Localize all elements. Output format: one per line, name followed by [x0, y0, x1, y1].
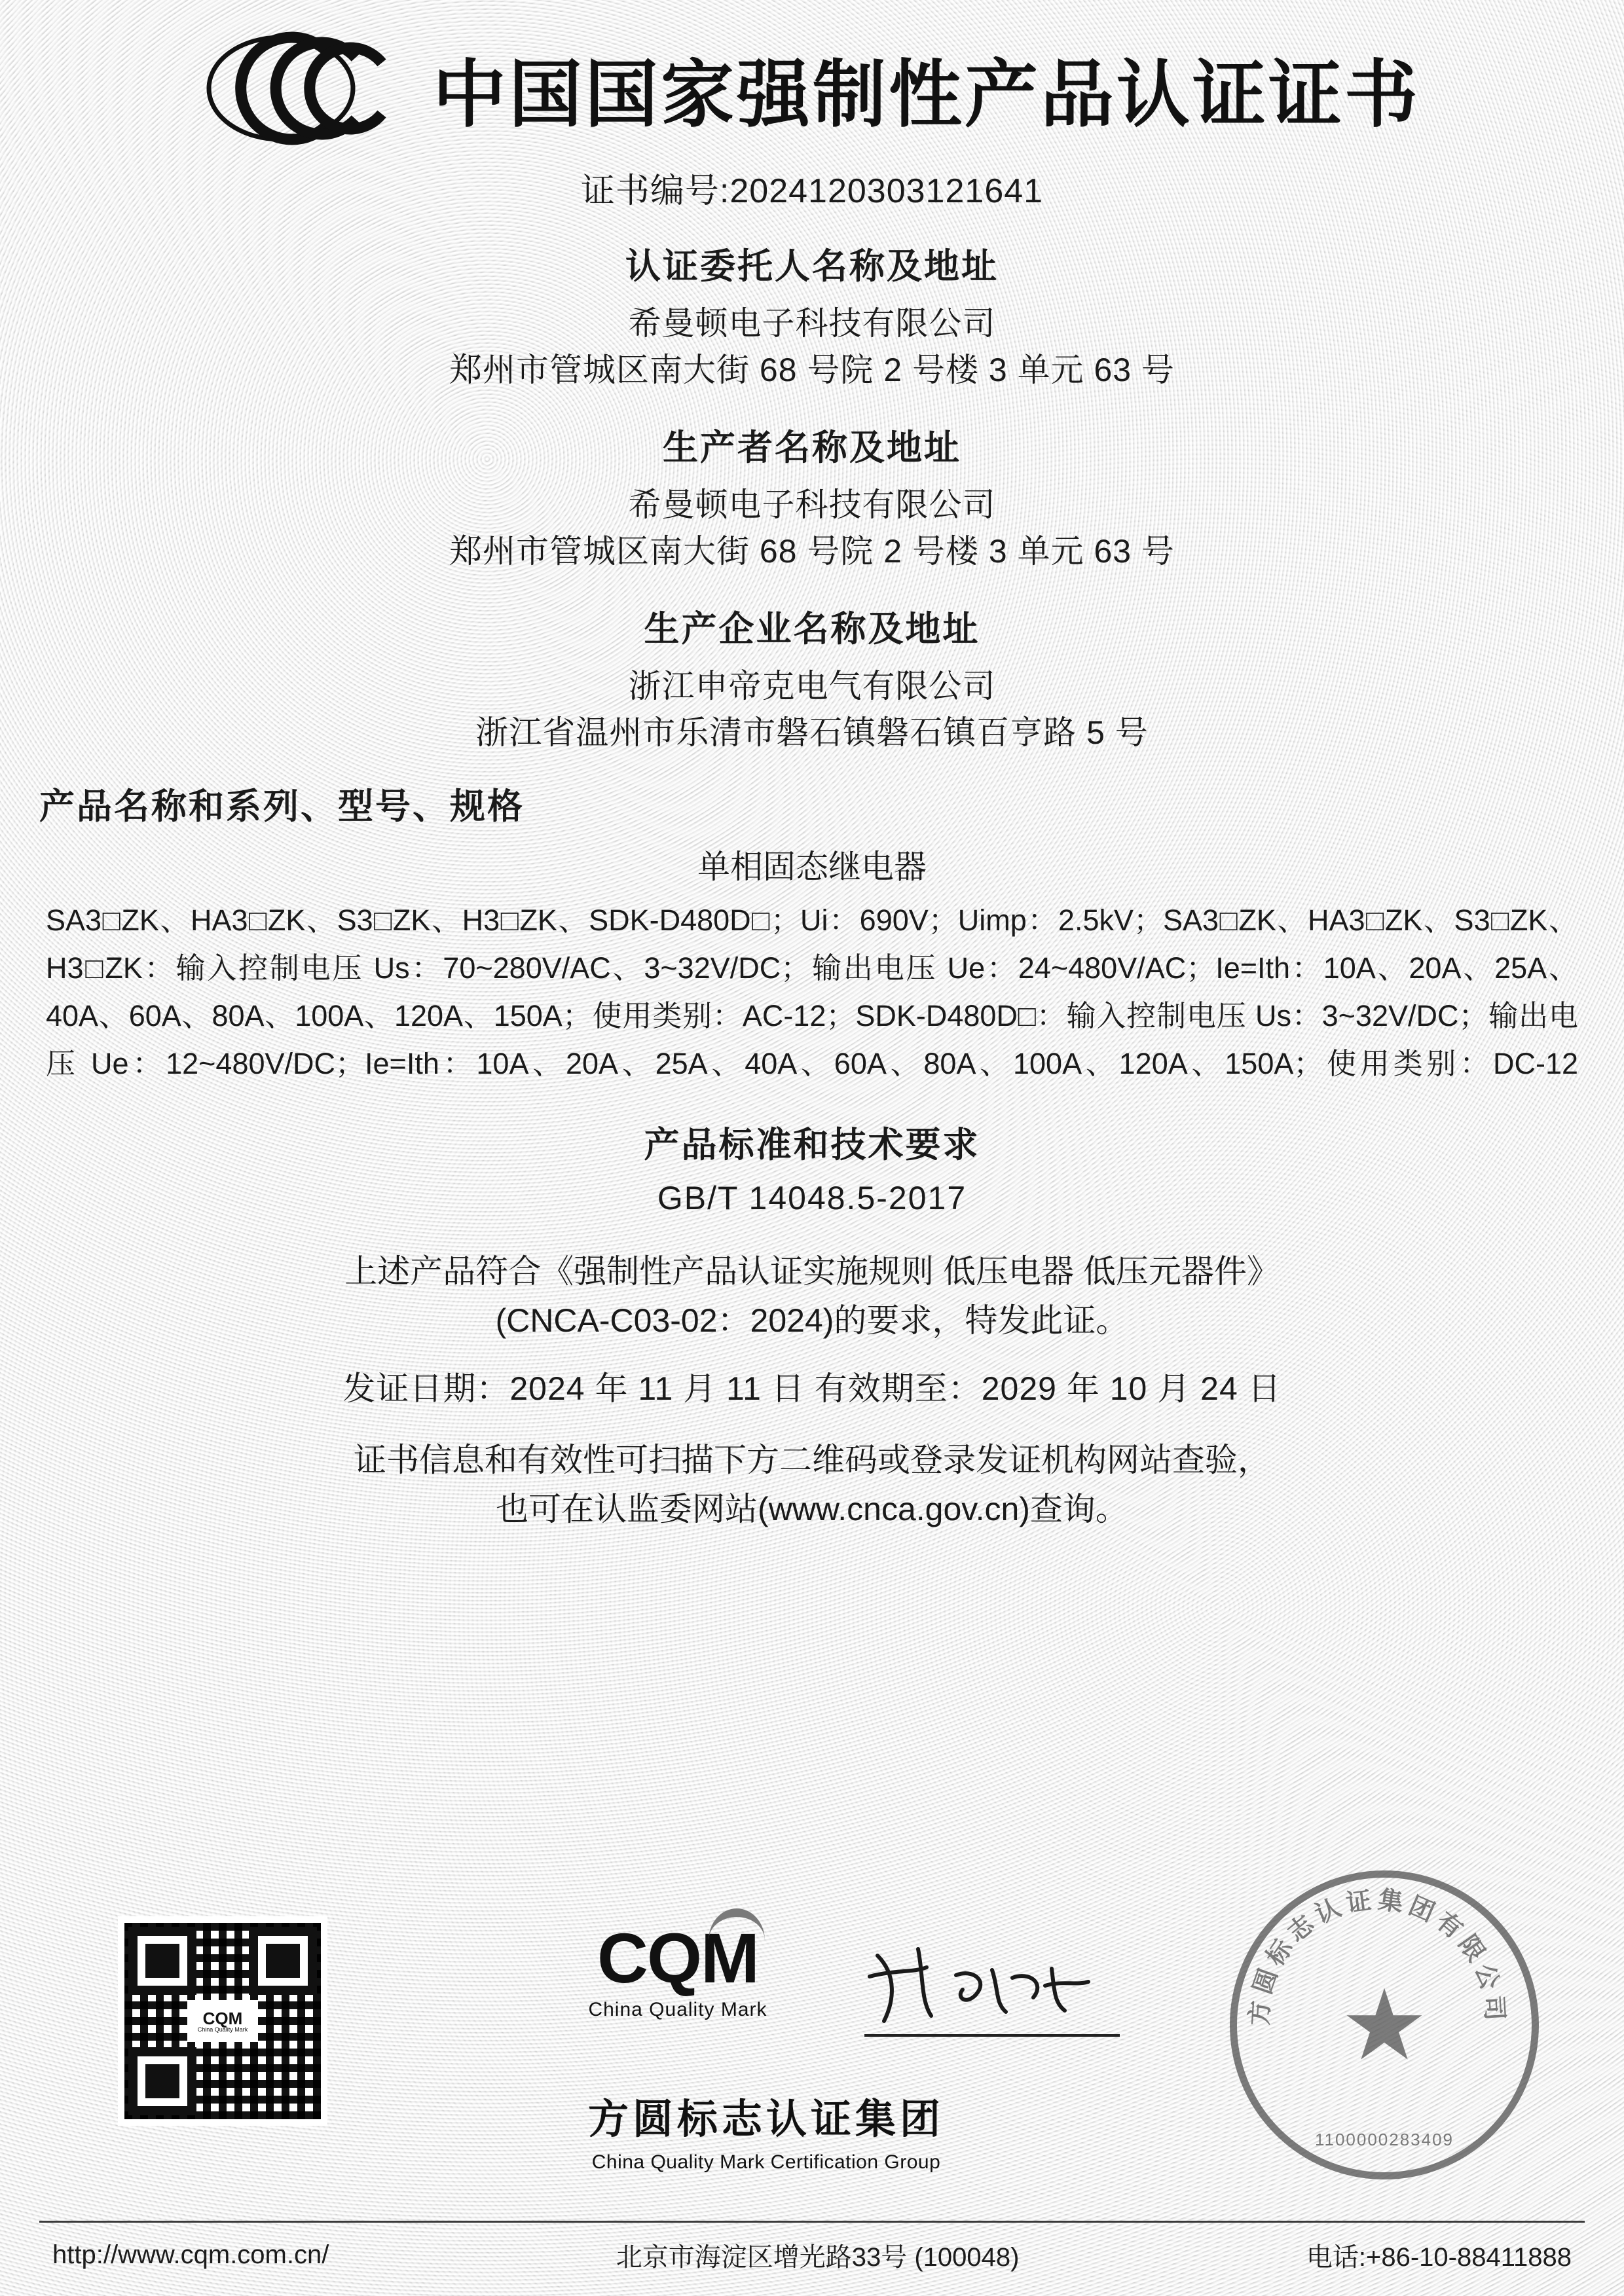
- verification-line-2: 也可在认监委网站(www.cnca.gov.cn)查询。: [496, 1490, 1128, 1527]
- organization-name-cn: 方圆标志认证集团: [587, 2097, 944, 2142]
- issuing-organization: [498, 2086, 1035, 2174]
- product-section: [39, 778, 1585, 1088]
- conformity-statement: [39, 1247, 1585, 1345]
- svg-text:方圆标志认证集团有限公司: [1246, 1886, 1509, 2026]
- footer-website[interactable]: http://www.cqm.com.cn/: [52, 2240, 329, 2269]
- qr-logo-word: CQM: [202, 2008, 243, 2028]
- product-name: 单相固态继电器: [697, 848, 927, 885]
- cqm-logo-word: CQM: [597, 1918, 758, 1997]
- cqm-logo-tagline: China Quality Mark: [588, 1999, 767, 2020]
- qr-finder-bottom-left: [128, 2047, 196, 2115]
- factory-section: [39, 601, 1585, 756]
- factory-address: 浙江省温州市乐清市磐石镇磐石镇百亨路 5 号: [475, 714, 1149, 751]
- applicant-address: 郑州市管城区南大街 68 号院 2 号楼 3 单元 63 号: [449, 352, 1175, 388]
- applicant-title: 认证委托人名称及地址: [625, 247, 999, 286]
- authorized-signature: [858, 1929, 1133, 2054]
- cqm-arc-icon: [709, 1908, 765, 1941]
- verification-note: [39, 1436, 1585, 1534]
- manufacturer-address: 郑州市管城区南大街 68 号院 2 号楼 3 单元 63 号: [449, 533, 1175, 570]
- statement-line-2: (CNCA-C03-02：2024)的要求，特发此证。: [495, 1302, 1129, 1339]
- certificate-number: 证书编号:2024120303121641: [580, 172, 1044, 210]
- standard-title: 产品标准和技术要求: [644, 1125, 980, 1165]
- ccc-mark-icon: [204, 31, 407, 146]
- qr-finder-top-right: [249, 1927, 317, 1995]
- manufacturer-section: [39, 420, 1585, 575]
- certificate-header: [39, 0, 1585, 146]
- certificate-footer-marks: [39, 1886, 1585, 2198]
- organization-name-en: China Quality Mark Certification Group: [591, 2151, 941, 2173]
- footer-phone: 电话:+86-10-88411888: [1306, 2243, 1572, 2272]
- footer-address: 北京市海淀区增光路33号 (100048): [616, 2243, 1020, 2272]
- verification-line-1: 证书信息和有效性可扫描下方二维码或登录发证机构网站查验，: [354, 1441, 1270, 1478]
- manufacturer-name: 希曼顿电子科技有限公司: [628, 486, 996, 523]
- applicant-name: 希曼顿电子科技有限公司: [628, 305, 996, 342]
- qr-logo-subtitle: China Quality Mark: [197, 2026, 248, 2033]
- issue-and-expiry-dates: 发证日期：2024 年 11 月 11 日 有效期至：2029 年 10 月 24 日: [342, 1370, 1282, 1407]
- footer: [52, 2236, 1572, 2274]
- standard-value: GB/T 14048.5-2017: [657, 1179, 967, 1216]
- product-specification: SA3□ZK、HA3□ZK、S3□ZK、H3□ZK、SDK-D480D□；Ui：690V；Uimp：2.5kV；SA3□ZK、HA3□ZK、S3□ZK、H3□ZK：输入控制电压 Us：70~280V/AC、3~32V/DC；输出电压 Ue：24~480V/AC；Ie=Ith：10A、20A、25A、40A、60A、80A、100A、120A、150A；使用类别：AC-12；SDK-D480D□：输入控制电压 Us：3~32V/DC；输出电压 Ue：12~480V/DC；Ie=Ith：10A、20A、25A、40A、60A、80A、100A、120A、150A；使用类别：DC-12: [46, 903, 1578, 1080]
- factory-name: 浙江申帝克电气有限公司: [628, 668, 996, 704]
- product-title: 产品名称和系列、型号、规格: [39, 787, 525, 826]
- qr-center-logo: [187, 2000, 258, 2042]
- factory-title: 生产企业名称及地址: [644, 610, 980, 649]
- seal-ring-text: [1237, 1878, 1532, 2172]
- applicant-section: [39, 238, 1585, 393]
- footer-divider: [39, 2221, 1585, 2223]
- manufacturer-title: 生产者名称及地址: [663, 428, 961, 467]
- seal-text: 方圆标志认证集团有限公司: [1246, 1886, 1509, 2027]
- seal-number: 1100000283409: [1314, 2130, 1454, 2149]
- signature-line: [864, 2034, 1120, 2037]
- page-title: 中国国家强制性产品认证证书: [433, 54, 1420, 136]
- seal-star-icon: ★: [1340, 1970, 1429, 2080]
- statement-line-1: 上述产品符合《强制性产品认证实施规则 低压电器 低压元器件》: [344, 1252, 1280, 1290]
- certificate-qr-code[interactable]: [118, 1916, 327, 2126]
- cqm-logo: [537, 1918, 819, 2021]
- official-seal: [1230, 1870, 1539, 2179]
- standard-section: [39, 1117, 1585, 1217]
- qr-finder-top-left: [128, 1927, 196, 1995]
